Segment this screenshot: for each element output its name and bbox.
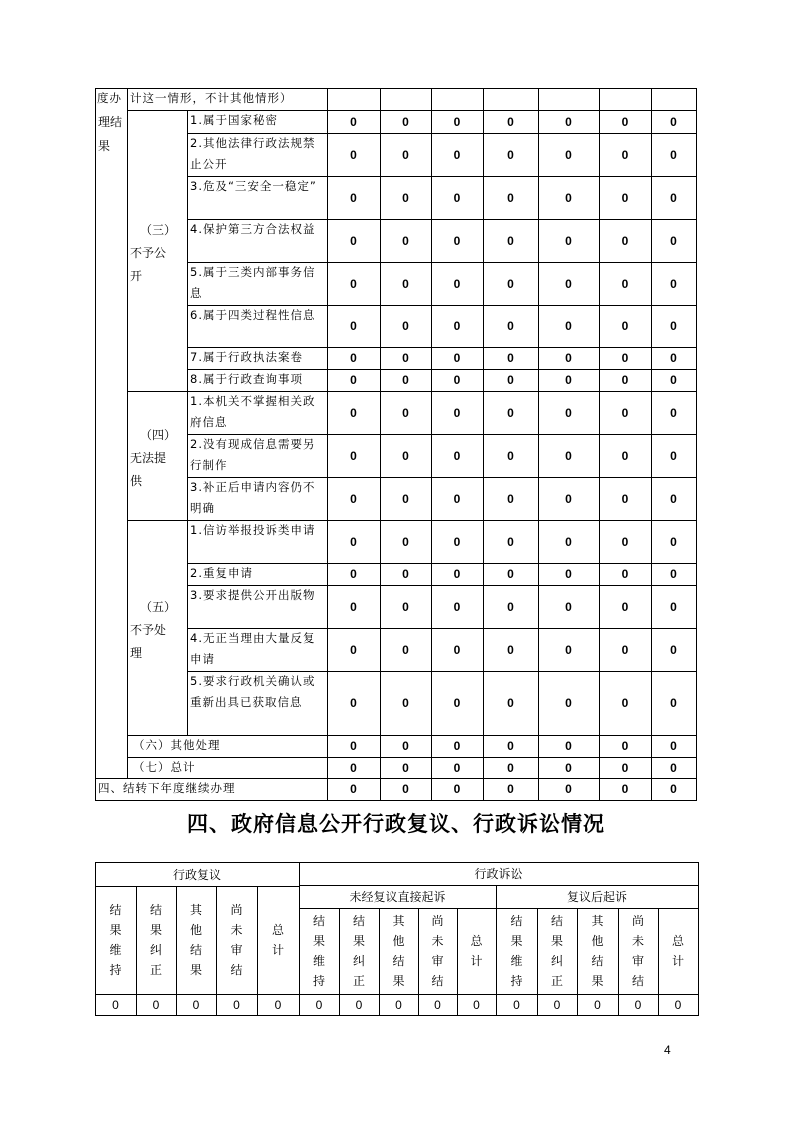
table2-subheader-text: 尚未审结 — [230, 903, 243, 977]
group5-row-value: 0 — [565, 642, 572, 657]
group4-row-value: 0 — [670, 448, 677, 463]
group3-row-value: 0 — [350, 373, 357, 387]
table2-value: 0 — [634, 997, 642, 1012]
group5-row-value: 0 — [670, 534, 677, 549]
table2-value: 0 — [152, 997, 160, 1012]
table2-subheader-text: 总计 — [671, 934, 684, 968]
group3-label-line: （三） — [139, 223, 176, 237]
group5-row-value: 0 — [453, 696, 461, 710]
group3-row-value: 0 — [350, 276, 357, 291]
group3-row-label: 4.保护第三方合法权益 — [190, 222, 316, 236]
group5-row-value: 0 — [350, 534, 357, 549]
total-row-value: 0 — [565, 760, 572, 775]
group3-row-value: 0 — [565, 147, 572, 162]
group3-row-value: 0 — [565, 319, 572, 333]
table2-value: 0 — [674, 997, 682, 1012]
table2-subheader — [418, 908, 457, 994]
table2-subheader-text: 结果维持 — [510, 914, 523, 988]
group3-row-value: 0 — [621, 147, 629, 162]
group4-row-value: 0 — [670, 491, 677, 506]
total-row-label: （七）总计 — [133, 760, 196, 774]
group5-row-value: 0 — [621, 599, 629, 614]
other-handling-row-label: （六）其他处理 — [133, 738, 221, 752]
other-handling-row-value: 0 — [670, 739, 677, 753]
group4-row-value: 0 — [402, 405, 409, 420]
group4-row-value: 0 — [621, 448, 629, 463]
table2-value: 0 — [553, 997, 561, 1012]
group5-row-value: 0 — [565, 696, 572, 710]
group3-row-value: 0 — [453, 147, 461, 162]
group3-row-value: 0 — [453, 190, 461, 205]
section-title: 四、政府信息公开行政复议、行政诉讼情况 — [187, 812, 605, 836]
group3-row-value: 0 — [402, 233, 409, 248]
group3-row-value: 0 — [507, 114, 514, 129]
group5-row-value: 0 — [565, 534, 572, 549]
group3-row-value: 0 — [402, 147, 409, 162]
group3-row-value: 0 — [670, 351, 677, 365]
group5-label-line: （五） — [139, 600, 176, 614]
group3-row-value: 0 — [670, 114, 677, 129]
group3-row-value: 0 — [507, 190, 514, 205]
table2-subheader — [339, 908, 379, 994]
group4-row-value: 0 — [453, 448, 461, 463]
group3-row-value: 0 — [350, 147, 357, 162]
table2-subheader — [658, 908, 698, 994]
carry-over-row-value: 0 — [402, 782, 409, 796]
group3-row-value: 0 — [621, 276, 629, 291]
group3-row-value: 0 — [507, 351, 514, 365]
group5-row-value: 0 — [453, 599, 461, 614]
group4-row-value: 0 — [507, 448, 514, 463]
group3-row-value: 0 — [402, 373, 409, 387]
group4-row-value: 0 — [350, 491, 357, 506]
review-header: 行政复议 — [172, 867, 221, 882]
total-row-value: 0 — [402, 760, 409, 775]
table2-subheader-text: 尚未审结 — [631, 914, 644, 988]
group4-row-value: 0 — [507, 405, 514, 420]
table2-value: 0 — [112, 997, 119, 1012]
group3-row-value: 0 — [565, 276, 572, 291]
group5-row-value: 0 — [402, 696, 409, 710]
group4-row-value: 0 — [670, 405, 677, 420]
table2-value: 0 — [192, 997, 200, 1012]
group5-row-value: 0 — [507, 534, 514, 549]
group3-row-value: 0 — [670, 319, 677, 333]
group4-row-value: 0 — [350, 448, 357, 463]
group3-row-value: 0 — [621, 233, 629, 248]
group3-row-value: 0 — [453, 233, 461, 248]
group5-row-label: 4.无正当理由大量反复申请 — [190, 631, 316, 666]
group5-row-value: 0 — [507, 599, 514, 614]
group3-row-value: 0 — [621, 114, 629, 129]
page-number: 4 — [664, 1043, 671, 1057]
table2-value: 0 — [473, 997, 480, 1012]
group5-row-value: 0 — [350, 567, 357, 581]
group4-row-label: 1.本机关不掌握相关政府信息 — [190, 394, 316, 429]
table2-value: 0 — [315, 997, 323, 1012]
group4-row-label: 3.补正后申请内容仍不明确 — [190, 480, 316, 515]
group5-row-value: 0 — [507, 567, 514, 581]
side-label-line-2: 果 — [98, 139, 111, 153]
table2-subheader — [257, 886, 299, 994]
table2-subheader-text: 其他结果 — [392, 914, 405, 988]
group5-row-value: 0 — [507, 696, 514, 710]
group3-row-value: 0 — [565, 233, 572, 248]
group3-row-value: 0 — [507, 373, 514, 387]
group5-row-value: 0 — [621, 534, 629, 549]
table2-subheader — [496, 908, 537, 994]
after-header: 复议后起诉 — [566, 890, 627, 904]
total-row-value: 0 — [670, 760, 677, 775]
group5-row-value: 0 — [453, 534, 461, 549]
group3-row-label: 2.其他法律行政法规禁止公开 — [190, 136, 316, 171]
group3-row-label: 7.属于行政执法案卷 — [190, 350, 303, 364]
table2-subheader — [136, 886, 176, 994]
total-row-value: 0 — [453, 760, 461, 775]
group5-row-value: 0 — [350, 642, 357, 657]
group3-row-value: 0 — [402, 276, 409, 291]
carry-over-row-value: 0 — [453, 782, 461, 796]
group3-row-value: 0 — [402, 319, 409, 333]
group4-row-value: 0 — [402, 448, 409, 463]
carry-over-row-value: 0 — [565, 782, 572, 796]
group3-row-value: 0 — [565, 114, 572, 129]
group3-row-value: 0 — [621, 319, 629, 333]
table2-subheader — [299, 908, 339, 994]
group5-row-value: 0 — [350, 599, 357, 614]
other-handling-row-value: 0 — [565, 739, 572, 753]
table2-value: 0 — [233, 997, 240, 1012]
table2-value: 0 — [395, 997, 402, 1012]
table2-subheader-text: 结果纠正 — [149, 903, 162, 977]
group5-row-value: 0 — [670, 567, 677, 581]
group5-row-value: 0 — [453, 642, 461, 657]
table2-subheader-text: 结果维持 — [109, 903, 122, 977]
table2-subheader-text: 结果维持 — [312, 914, 325, 988]
group3-row-value: 0 — [402, 114, 409, 129]
direct-header: 未经复议直接起诉 — [349, 890, 446, 904]
group3-row-value: 0 — [507, 147, 514, 162]
group5-row-value: 0 — [565, 599, 572, 614]
group4-row-value: 0 — [565, 491, 572, 506]
table2-subheader-text: 总计 — [470, 934, 483, 968]
top-row-text: 计这一情形，不计其他情形） — [130, 91, 293, 105]
group5-row-value: 0 — [670, 599, 677, 614]
group3-row-value: 0 — [670, 276, 677, 291]
group5-row-value: 0 — [507, 642, 514, 657]
side-label-top: 度办 — [97, 91, 122, 105]
table2-subheader — [379, 908, 418, 994]
group4-label-line: 无法提 — [130, 451, 167, 465]
group4-row-value: 0 — [565, 448, 572, 463]
table2-subheader — [577, 908, 618, 994]
group4-row-value: 0 — [350, 405, 357, 420]
group5-row-value: 0 — [402, 567, 409, 581]
group3-row-value: 0 — [565, 373, 572, 387]
group3-row-value: 0 — [670, 233, 677, 248]
group5-row-label: 3.要求提供公开出版物 — [190, 588, 316, 602]
group3-row-value: 0 — [402, 190, 409, 205]
other-handling-row-value: 0 — [350, 739, 357, 753]
table2-subheader — [95, 886, 136, 994]
group5-row-value: 0 — [565, 567, 572, 581]
carry-over-row-value: 0 — [670, 782, 677, 796]
table2-subheader-text: 其他结果 — [189, 903, 202, 977]
group5-row-label: 5.要求行政机关确认或重新出具已获取信息 — [190, 674, 316, 709]
table2-value: 0 — [513, 997, 520, 1012]
group3-row-value: 0 — [350, 114, 357, 129]
carry-over-row-label: 四、结转下年度继续办理 — [98, 781, 236, 795]
table2-subheader — [618, 908, 658, 994]
table2-subheader — [216, 886, 257, 994]
group3-row-value: 0 — [621, 373, 629, 387]
group3-row-value: 0 — [350, 190, 357, 205]
group5-row-value: 0 — [670, 696, 677, 710]
carry-over-row-value: 0 — [507, 782, 514, 796]
group5-row-value: 0 — [350, 696, 357, 710]
group3-row-value: 0 — [453, 319, 461, 333]
group3-row-value: 0 — [350, 319, 357, 333]
table2-subheader — [457, 908, 496, 994]
group3-row-value: 0 — [565, 190, 572, 205]
group3-row-label: 1.属于国家秘密 — [190, 113, 278, 127]
group4-label-line: 供 — [130, 474, 143, 488]
other-handling-row-value: 0 — [507, 739, 514, 753]
table2-subheader-text: 结果纠正 — [352, 914, 365, 988]
group4-row-label: 2.没有现成信息需要另行制作 — [190, 437, 316, 472]
group4-row-value: 0 — [621, 491, 629, 506]
group5-row-label: 2.重复申请 — [190, 566, 253, 580]
table2-subheader-text: 总计 — [271, 923, 284, 957]
other-handling-row-value: 0 — [453, 739, 461, 753]
group3-row-value: 0 — [350, 351, 357, 365]
group3-row-value: 0 — [453, 276, 461, 291]
table2-subheader — [537, 908, 577, 994]
group3-row-value: 0 — [670, 147, 677, 162]
group4-row-value: 0 — [402, 491, 409, 506]
group5-row-value: 0 — [402, 642, 409, 657]
group5-row-value: 0 — [453, 567, 461, 581]
group3-row-value: 0 — [453, 114, 461, 129]
group3-row-label: 3.危及“三安全一稳定” — [190, 179, 317, 193]
table2-subheader — [176, 886, 216, 994]
group3-row-label: 8.属于行政查询事项 — [190, 372, 303, 386]
litigation-header: 行政诉讼 — [474, 867, 523, 881]
group4-row-value: 0 — [453, 491, 461, 506]
group3-row-label: 6.属于四类过程性信息 — [190, 308, 316, 322]
total-row-value: 0 — [507, 760, 514, 775]
group5-label-line: 不予处 — [130, 623, 167, 637]
group5-row-label: 1.信访举报投诉类申请 — [190, 523, 316, 537]
group3-row-value: 0 — [621, 190, 629, 205]
group5-row-value: 0 — [402, 534, 409, 549]
group4-row-value: 0 — [621, 405, 629, 420]
group3-row-value: 0 — [453, 351, 461, 365]
table2-subheader-text: 其他结果 — [591, 914, 604, 988]
group3-row-value: 0 — [507, 276, 514, 291]
group3-row-value: 0 — [453, 373, 461, 387]
table2-subheader-text: 尚未审结 — [431, 914, 444, 988]
group5-row-value: 0 — [621, 642, 629, 657]
group3-label-line: 不予公 — [130, 246, 167, 260]
side-label-line-1: 理结 — [98, 115, 123, 129]
carry-over-row-value: 0 — [621, 782, 629, 796]
group4-label-line: （四） — [139, 428, 176, 442]
total-row-value: 0 — [350, 760, 357, 775]
group3-row-value: 0 — [621, 351, 629, 365]
group5-row-value: 0 — [670, 642, 677, 657]
group4-row-value: 0 — [565, 405, 572, 420]
carry-over-row-value: 0 — [350, 782, 357, 796]
group3-row-value: 0 — [507, 233, 514, 248]
group3-row-value: 0 — [402, 351, 409, 365]
group3-label-line: 开 — [130, 269, 143, 283]
group3-row-value: 0 — [350, 233, 357, 248]
table2-value: 0 — [355, 997, 363, 1012]
group3-row-value: 0 — [565, 351, 572, 365]
group4-row-value: 0 — [453, 405, 461, 420]
group5-row-value: 0 — [621, 567, 629, 581]
group5-row-value: 0 — [621, 696, 629, 710]
table2-value: 0 — [274, 997, 282, 1012]
table2-value: 0 — [594, 997, 601, 1012]
group4-row-value: 0 — [507, 491, 514, 506]
group3-row-value: 0 — [670, 190, 677, 205]
group3-row-value: 0 — [507, 319, 514, 333]
table2-subheader-text: 结果纠正 — [550, 914, 563, 988]
other-handling-row-value: 0 — [402, 739, 409, 753]
table2-value: 0 — [434, 997, 441, 1012]
total-row-value: 0 — [621, 760, 629, 775]
group3-row-value: 0 — [670, 373, 677, 387]
group5-row-value: 0 — [402, 599, 409, 614]
other-handling-row-value: 0 — [621, 739, 629, 753]
group3-row-label: 5.属于三类内部事务信息 — [190, 265, 316, 300]
group5-label-line: 理 — [130, 646, 143, 660]
